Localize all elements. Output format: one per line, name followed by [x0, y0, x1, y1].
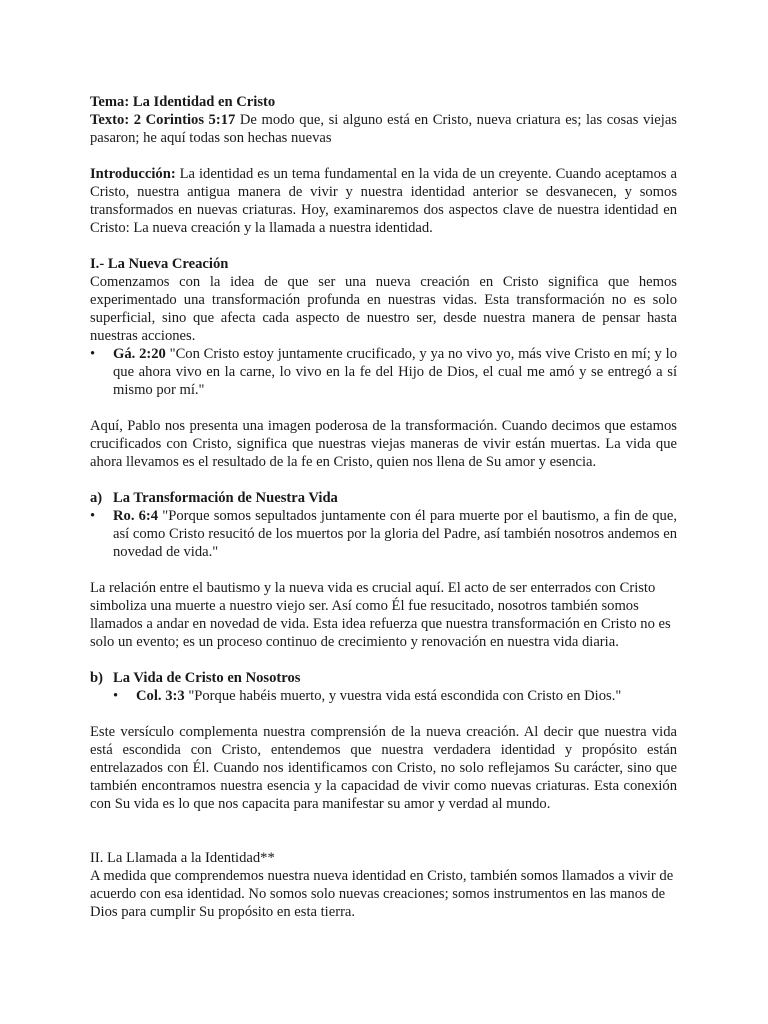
introduction-text: La identidad es un tema fundamental en la vida de un creyente. Cuando aceptamos a Cristo, nuestra antigua manera de vivir y nuestra identidad anterior se desvanecen, y somos transformados en nuevas criaturas. Hoy, examinaremos dos aspectos clave de nuestra identidad en Cristo: La nueva creación y la llamada a nuestra identidad.: [90, 166, 677, 236]
section-1-paragraph: Comenzamos con la idea de que ser una nueva creación en Cristo significa que hemos experimentado una transformación profunda en nuestras vidas. Esta transformación no es solo superficial, sino que afecta cada aspecto de nuestro ser, desde nuestra manera de pensar hasta nuestras acciones.: [90, 274, 677, 344]
subsection-b-bullet-list: [90, 687, 677, 705]
introduction-paragraph: [90, 165, 677, 237]
bullet-icon: •: [113, 688, 119, 704]
verse-text: "Con Cristo estoy juntamente crucificado, y ya no vivo yo, más vive Cristo en mí; y lo que ahora vivo en la carne, lo vivo en la fe del Hijo de Dios, el cual me amó y se entregó a sí mismo por mí.": [113, 346, 677, 398]
bullet-icon: •: [90, 508, 96, 524]
list-item: [90, 507, 677, 561]
list-item: [90, 687, 677, 705]
scripture-text: De modo que, si alguno está en Cristo, nueva criatura es; las cosas viejas pasaron; he aquí todas son hechas nuevas: [90, 112, 677, 146]
scripture-label: Texto: 2 Corintios 5:17: [90, 112, 236, 128]
introduction-label: Introducción:: [90, 166, 176, 182]
section-1-paragraph-2: Aquí, Pablo nos presenta una imagen poderosa de la transformación. Cuando decimos que estamos crucificados con Cristo, significa que nuestras viejas maneras de vivir están muertas. La vida que ahora llevamos es el resultado de la fe en Cristo, quien nos llena de Su amor y esencia.: [90, 418, 677, 470]
section-1-heading: I.- La Nueva Creación: [90, 256, 229, 272]
subsection-b-heading: b) La Vida de Cristo en Nosotros: [90, 670, 301, 686]
document-page: [90, 93, 677, 921]
verse-reference: Col. 3:3: [136, 688, 185, 704]
bullet-icon: •: [90, 346, 96, 362]
verse-reference: Gá. 2:20: [113, 346, 166, 362]
theme-title: La Identidad en Cristo: [132, 94, 276, 110]
section-2-paragraph: A medida que comprendemos nuestra nueva identidad en Cristo, también somos llamados a vivir de acuerdo con esa identidad. No somos solo nuevas creaciones; somos instrumentos en las manos de Dios para cumplir Su propósito en esta tierra.: [90, 868, 674, 920]
subsection-a-paragraph: La relación entre el bautismo y la nueva vida es crucial aquí. El acto de ser enterrados con Cristo simboliza una muerte a nuestro viejo ser. Así como Él fue resucitado, nosotros también somos llamados a andar en novedad de vida. Esta idea refuerza que nuestra transformación en Cristo no es solo un evento; es un proceso continuo de crecimiento y renovación en nuestra vida diaria.: [90, 580, 671, 650]
theme-label: Tema:: [90, 94, 130, 110]
list-item: [90, 345, 677, 399]
verse-text: "Porque somos sepultados juntamente con él para muerte por el bautismo, a fin de que, así como Cristo resucitó de los muertos por la gloria del Padre, así también nosotros andemos en novedad de vida.": [113, 508, 677, 560]
section-2-heading: II. La Llamada a la Identidad**: [90, 850, 275, 866]
subsection-b-paragraph: Este versículo complementa nuestra comprensión de la nueva creación. Al decir que nuestra vida está escondida con Cristo, entendemos que nuestra verdadera identidad y propósito están entrelazados con Él. Cuando nos identificamos con Cristo, no solo reflejamos Su carácter, sino que también encontramos nuestra esencia y la capacidad de vivir como nuevas criaturas. Esta conexión con Su vida es lo que nos capacita para manifestar su amor y verdad al mundo.: [90, 724, 677, 812]
section-1-bullet-list: [90, 345, 677, 399]
verse-text: "Porque habéis muerto, y vuestra vida está escondida con Cristo en Dios.": [188, 688, 622, 704]
subsection-a-heading: a) La Transformación de Nuestra Vida: [90, 490, 338, 506]
subsection-a-bullet-list: [90, 507, 677, 561]
theme-line: [90, 93, 677, 111]
scripture-line: [90, 111, 677, 147]
subsection-b-marker: b): [90, 670, 103, 686]
verse-reference: Ro. 6:4: [113, 508, 159, 524]
subsection-a-marker: a): [90, 490, 103, 506]
